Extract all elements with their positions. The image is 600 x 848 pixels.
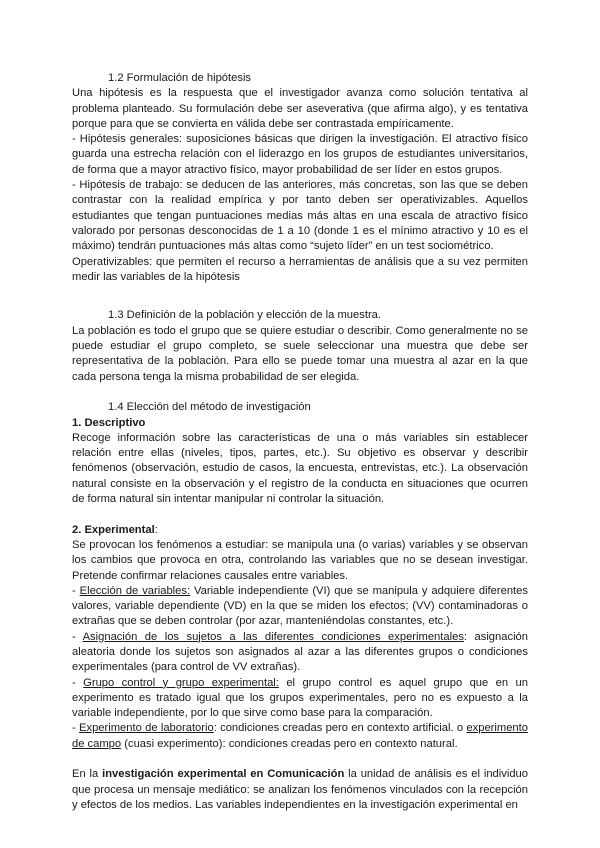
list-dash: - <box>72 722 80 735</box>
spacer <box>72 752 528 767</box>
paragraph-comunicacion <box>72 767 528 813</box>
list-item-variables <box>72 584 528 630</box>
paragraph-operativizables: Operativizables: que permiten el recurso a herramientas de análisis que a su vez permiten medir las variables de la hipótesis <box>72 255 528 283</box>
section-heading-1-3: 1.3 Definición de la población y elección de la muestra. <box>108 309 382 322</box>
experimental-title: 2. Experimental <box>72 523 155 536</box>
spacer <box>72 385 528 400</box>
text-grupo-control: el grupo control es aquel grupo que en un experimento es tratado igual que los grupos experimentales, pero no es expuesto a la variable independiente, por lo que sirve como base para la comparación. <box>72 676 528 720</box>
spacer <box>72 507 528 522</box>
subheading-experimental <box>72 523 528 538</box>
experimental-colon: : <box>154 523 158 536</box>
text-eleccion-variables: Variable independiente (VI) que se manipula y adquiere diferentes valores, variable dependiente (VD) en la que se miden los efectos; (VV) contaminadoras o extrañas que se deben controlar (por azar, manteniéndolas constantes, etc.). <box>72 584 528 628</box>
term-asignacion: Asignación de los sujetos a las diferentes condiciones experimentales <box>82 630 464 643</box>
term-eleccion-variables: Elección de variables: <box>79 584 191 597</box>
list-dash: - <box>72 630 83 643</box>
paragraph-experimental: Se provocan los fenómenos a estudiar: se manipula una (o varias) variables y se observan los cambios que provoca en otra, controlando las variables que no se desean investigar. Pretende confirmar relaciones causales entre variables. <box>72 538 528 582</box>
paragraph-descriptivo: Recoge información sobre las características de una o más variables sin establecer relación entre ellas (niveles, tipos, partes, etc.). Su objetivo es observar y describir fenómenos (observación, estudio de casos, la encuesta, entrevistas, etc.). La observación natural consiste en la observación y el registro de la conducta en situaciones que ocurren de forma natural sin intentar manipular ni controlar la situación. <box>72 431 528 506</box>
spacer <box>72 300 528 308</box>
text-experimento-campo: (cuasi experimento): condiciones creadas pero en contexto natural. <box>121 737 458 750</box>
final-text-pre: En la <box>72 768 103 781</box>
final-text-post: la unidad de análisis es el individuo que procesa un mensaje mediático: se analizan los fenómenos vinculados con la recepción y efectos de los medios. Las variables independientes en la investigación experimental en <box>72 768 528 811</box>
final-bold-term: investigación experimental en Comunicación <box>102 768 345 781</box>
spacer <box>72 285 528 300</box>
paragraph-working-hypotheses: - Hipótesis de trabajo: se deducen de las anteriores, más concretas, son las que se deben contrastar con la realidad empírica y por tanto deben ser operativizables. Aquellos estudiantes que tengan puntuaciones medias más altas en una escala de atractivo físico valorado por personas desconocidas de 1 a 10 (donde 1 es el mínimo atractivo y 10 es el máximo) tendrán puntuaciones más altas como “sujeto líder” en un test sociométrico. <box>72 179 528 253</box>
term-experimento-campo: experimento de campo <box>72 722 528 750</box>
text-experimento-laboratorio: : condiciones creadas pero en contexto artificial. o <box>213 722 467 735</box>
paragraph-population: La población es todo el grupo que se quiere estudiar o describir. Como generalmente no se puede estudiar el grupo completo, se suele seleccionar una muestra que debe ser representativa de la población. Para ello se puede tomar una muestra al azar en la que cada persona tenga la misma probabilidad de ser elegida. <box>72 324 528 383</box>
list-item-asignacion <box>72 630 528 676</box>
list-item-experimento <box>72 721 528 752</box>
list-item-grupo-control <box>72 676 528 722</box>
paragraph-general-hypotheses: - Hipótesis generales: suposiciones básicas que dirigen la investigación. El atractivo físico guarda una estrecha relación con el liderazgo en los grupos de estudiantes universitarios, de forma que a mayor atractivo físico, mayor probabilidad de ser líder en estos grupos. <box>72 133 528 176</box>
descriptivo-title: 1. Descriptivo <box>72 416 146 429</box>
subheading-descriptivo <box>72 416 528 431</box>
paragraph-hypothesis-intro: Una hipótesis es la respuesta que el investigador avanza como solución tentativa al problema planteado. Su formulación debe ser aseverativa (que afirma algo), y es tentativa porque para que se convierta en válida debe ser contrastada empíricamente. <box>72 87 528 130</box>
term-grupo-control: Grupo control y grupo experimental: <box>83 676 279 689</box>
list-dash: - <box>72 584 80 597</box>
section-heading-1-2: 1.2 Formulación de hipótesis <box>108 72 252 84</box>
term-experimento-laboratorio: Experimento de laboratorio <box>79 722 214 735</box>
section-heading-1-4: 1.4 Elección del método de investigación <box>108 401 311 414</box>
text-asignacion: : asignación aleatoria donde los sujetos son asignados al azar a las diferentes grupos o condiciones experimentales (para control de VV extrañas). <box>72 630 528 674</box>
list-dash: - <box>72 676 84 689</box>
